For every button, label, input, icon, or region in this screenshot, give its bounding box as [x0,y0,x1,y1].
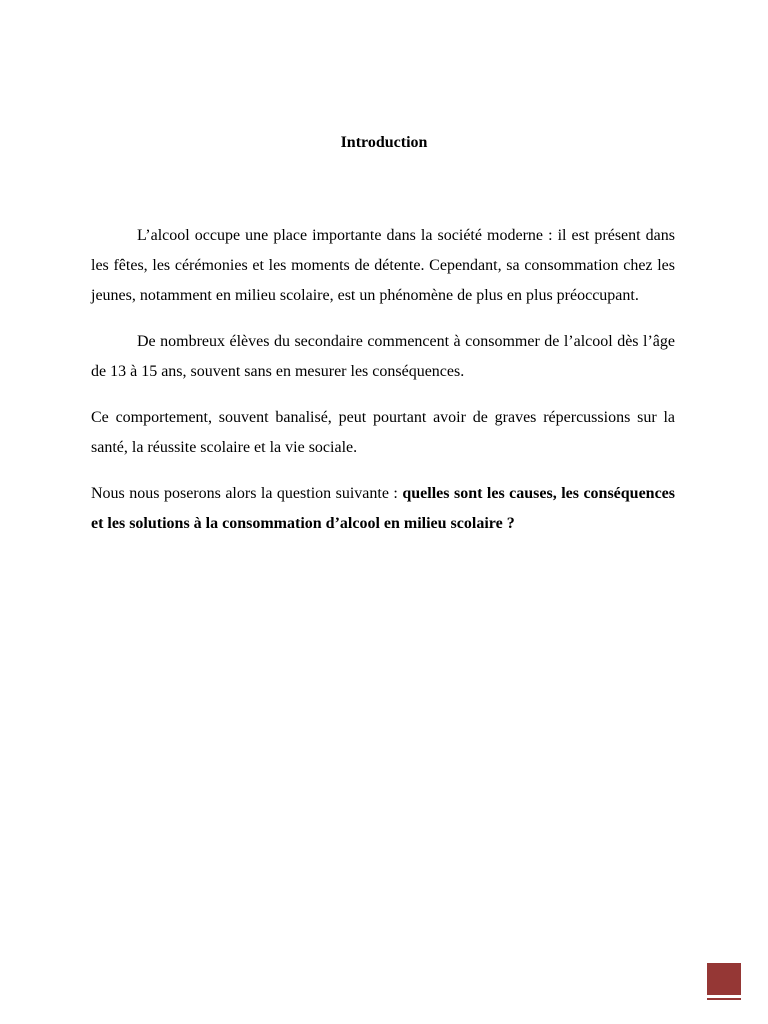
page-number-underline [707,998,741,1000]
page-number-box [707,963,741,995]
page-title: Introduction [340,134,428,151]
paragraph-2: De nombreux élèves du secondaire commencent à consommer de l’alcool dès l’âge de 13 à 15 ans, souvent sans en mesurer les conséquences. [91,333,675,380]
paragraph-4 [91,479,675,539]
document-body [91,221,675,555]
paragraph-3: Ce comportement, souvent banalisé, peut pourtant avoir de graves répercussions sur la santé, la réussite scolaire et la vie sociale. [91,409,675,456]
paragraph-1: L’alcool occupe une place importante dans la société moderne : il est présent dans les fêtes, les cérémonies et les moments de détente. Cependant, sa consommation chez les jeunes, notamment en milieu scolaire, est un phénomène de plus en plus préoccupant. [91,227,675,304]
research-question: quelles sont les causes, les conséquences et les solutions à la consommation d’alcool en milieu scolaire ? [91,485,675,532]
paragraph-4-lead: Nous nous poserons alors la question suivante : [91,485,403,502]
